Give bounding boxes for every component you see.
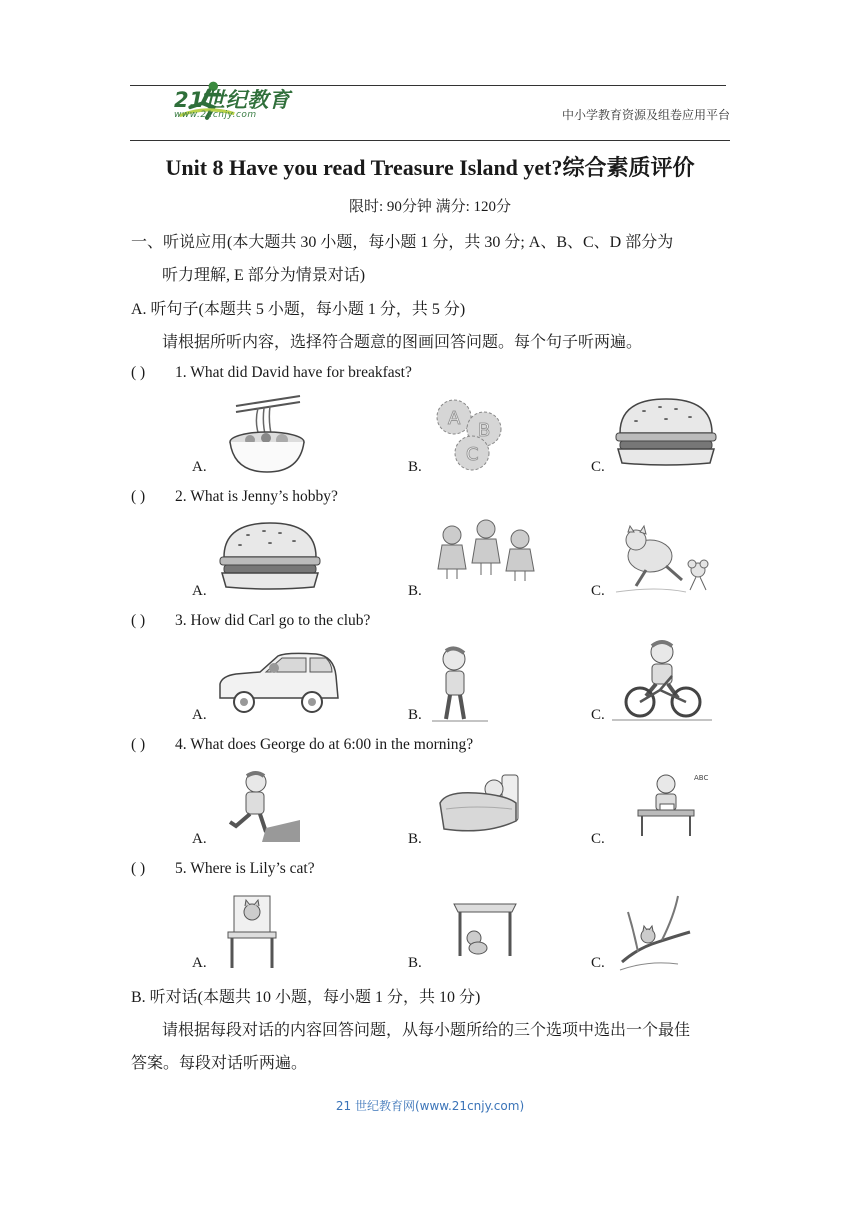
cat-under-desk-icon[interactable] — [452, 898, 518, 958]
q5-option-b-label[interactable]: B. — [408, 955, 422, 971]
walking-boy-icon[interactable] — [432, 645, 488, 725]
logo-url: www.21cnjy.com — [174, 110, 257, 120]
abc-letters-icon[interactable] — [434, 397, 506, 471]
question-4-text: 4. What does George do at 6:00 in the morning? — [175, 736, 474, 753]
question-5-bracket[interactable]: ( ) — [131, 860, 146, 877]
dolls-icon[interactable] — [432, 517, 540, 583]
q1-option-a-label[interactable]: A. — [192, 459, 207, 475]
question-2-text: 2. What is Jenny’s hobby? — [175, 488, 338, 505]
q3-option-c-label[interactable]: C. — [591, 707, 605, 723]
q1-option-c-label[interactable]: C. — [591, 459, 605, 475]
svg-text:C: C — [466, 444, 479, 465]
section1-line2: 听力理解, E 部分为情景对话) — [162, 267, 366, 284]
q3-option-b-label[interactable]: B. — [408, 707, 422, 723]
sleeping-in-bed-icon[interactable] — [436, 773, 522, 835]
running-boy-icon[interactable] — [226, 770, 300, 842]
car-icon[interactable] — [216, 650, 342, 716]
platform-label: 中小学教育资源及组卷应用平台 — [561, 108, 730, 122]
partB-instruction-line1: 请根据每段对话的内容回答问题，从每小题所给的三个选项中选出一个最佳 — [162, 1022, 691, 1039]
page-subtitle: 限时: 90分钟 满分: 120分 — [348, 199, 512, 215]
partA-instruction: 请根据所听内容，选择符合题意的图画回答问题。每个句子听两遍。 — [162, 334, 643, 351]
cat-on-chair-icon[interactable] — [226, 894, 278, 970]
boy-reading-at-desk-icon[interactable] — [636, 770, 728, 840]
q5-option-c-label[interactable]: C. — [591, 955, 605, 971]
page-title: Unit 8 Have you read Treasure Island yet?综合素质评价 — [165, 155, 695, 180]
q2-option-b-label[interactable]: B. — [408, 583, 422, 599]
q2-option-c-label[interactable]: C. — [591, 583, 605, 599]
noodles-bowl-icon[interactable] — [228, 394, 306, 474]
partB-heading: B. 听对话(本题共 10 小题，每小题 1 分，共 10 分) — [131, 989, 481, 1006]
cartoon-cat-mouse-icon[interactable] — [616, 526, 716, 596]
header-bottom-rule — [130, 140, 730, 141]
svg-text:A: A — [448, 408, 461, 429]
section1-line1: 一、听说应用(本大题共 30 小题，每小题 1 分，共 30 分; A、B、C、D 部分为 — [131, 234, 674, 251]
q5-option-a-label[interactable]: A. — [192, 955, 207, 971]
cat-in-tree-icon[interactable] — [618, 892, 692, 972]
hamburger-icon[interactable] — [218, 521, 322, 591]
question-3-bracket[interactable]: ( ) — [131, 612, 146, 629]
boy-on-bike-icon[interactable] — [612, 638, 712, 722]
footer-link[interactable]: 21 世纪教育网(www.21cnjy.com) — [335, 1099, 525, 1113]
q1-option-b-label[interactable]: B. — [408, 459, 422, 475]
logo-text: 21世纪教育 — [174, 88, 291, 112]
svg-text:B: B — [478, 420, 491, 441]
q4-option-c-label[interactable]: C. — [591, 831, 605, 847]
question-1-bracket[interactable]: ( ) — [131, 364, 146, 381]
q4-option-a-label[interactable]: A. — [192, 831, 207, 847]
partB-instruction-line2: 答案。每段对话听两遍。 — [131, 1055, 308, 1072]
question-5-text: 5. Where is Lily’s cat? — [175, 860, 315, 877]
question-2-bracket[interactable]: ( ) — [131, 488, 146, 505]
desk-sign-text: ABC — [694, 774, 709, 782]
hamburger-icon[interactable] — [614, 397, 718, 467]
partA-heading: A. 听句子(本题共 5 小题，每小题 1 分，共 5 分) — [131, 301, 466, 318]
question-4-bracket[interactable]: ( ) — [131, 736, 146, 753]
q3-option-a-label[interactable]: A. — [192, 707, 207, 723]
question-1-text: 1. What did David have for breakfast? — [175, 364, 412, 381]
question-3-text: 3. How did Carl go to the club? — [175, 612, 371, 629]
q2-option-a-label[interactable]: A. — [192, 583, 207, 599]
q4-option-b-label[interactable]: B. — [408, 831, 422, 847]
